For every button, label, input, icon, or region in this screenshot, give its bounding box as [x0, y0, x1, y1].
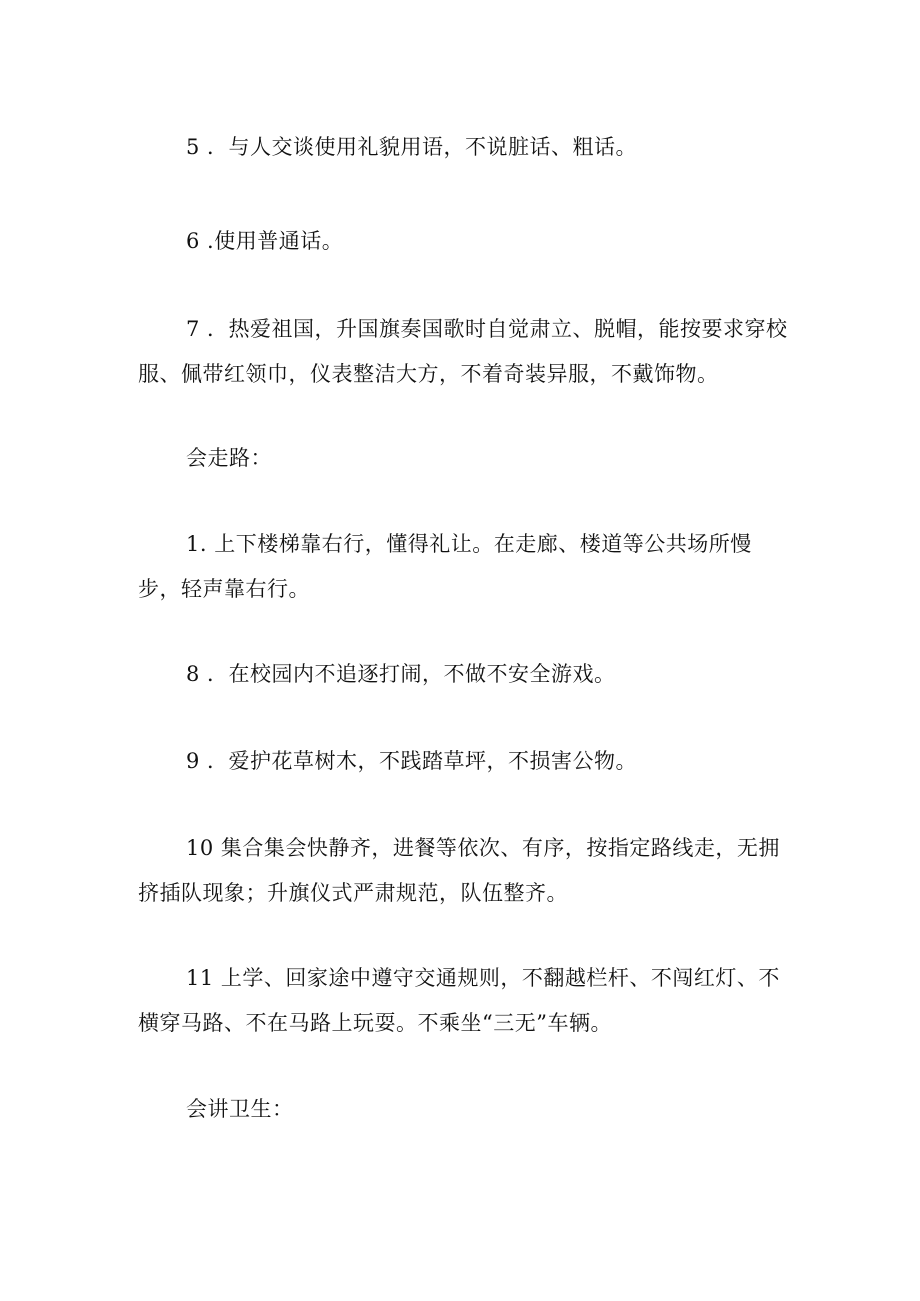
paragraph-item-11: 11 上学、回家途中遵守交通规则，不翻越栏杆、不闯红灯、不横穿马路、不在马路上玩耍。不乘坐“三无”车辆。 — [138, 966, 780, 1035]
paragraph-item-10: 10 集合集会快静齐，进餐等依次、有序，按指定路线走，无拥挤插队现象；升旗仪式严肃规范，队伍整齐。 — [138, 836, 780, 905]
paragraph-item-5: 5 ．与人交谈使用礼貌用语，不说脏话、粗话。 — [186, 135, 638, 159]
paragraph-item-8: 8 ．在校园内不追逐打闹，不做不安全游戏。 — [186, 662, 616, 686]
paragraph-item-7: 7 ．热爱祖国，升国旗奏国歌时自觉肃立、脱帽，能按要求穿校服、佩带红领巾，仪表整洁大方，不着奇装异服，不戴饰物。 — [138, 317, 788, 386]
paragraph-item-9: 9 ．爱护花草树木，不践踏草坪，不损害公物。 — [186, 749, 638, 773]
section-heading-walking: 会走路： — [186, 446, 272, 470]
paragraph-item-6: 6 .使用普通话。 — [186, 229, 344, 253]
section-heading-hygiene: 会讲卫生： — [186, 1097, 294, 1121]
paragraph-item-1: 1. 上下楼梯靠右行，懂得礼让。在走廊、楼道等公共场所慢步，轻声靠右行。 — [138, 532, 752, 601]
